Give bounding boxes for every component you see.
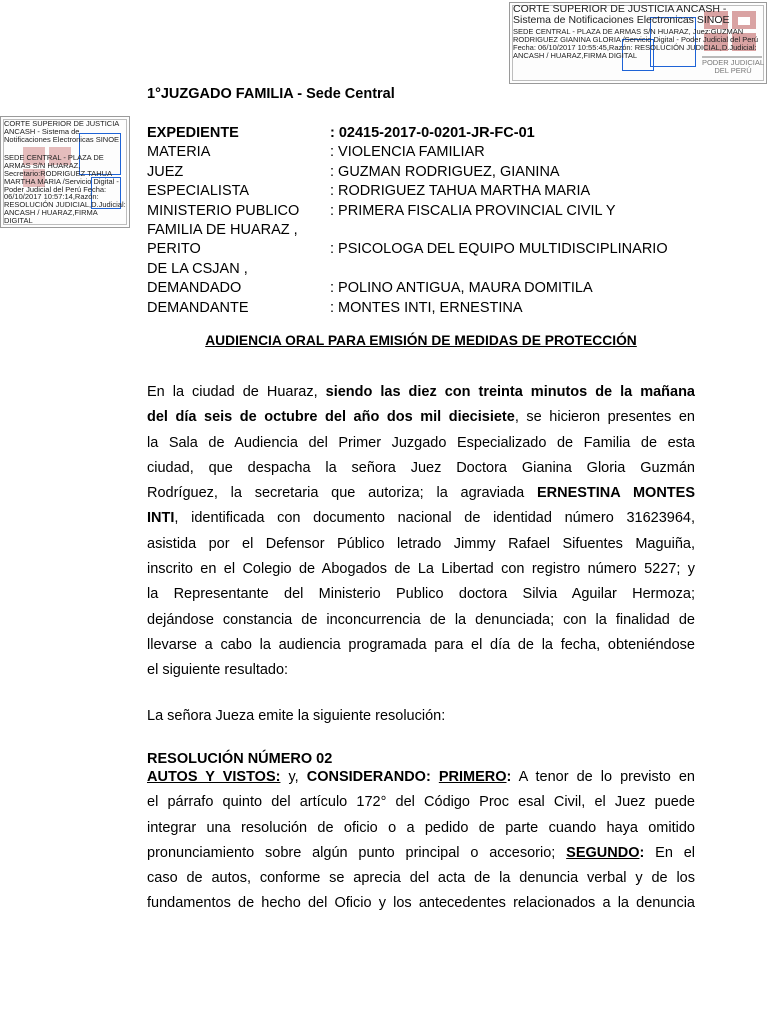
stamp-details: SEDE CENTRAL - PLAZA DE ARMAS S/N HUARAZ, Juez:GUZMAN RODRIGUEZ GIANINA GLORIA /Servicio Digital - Poder Judicial del Perú Fecha: 06/10/2017 10:55:45,Razón: RESOLUCIÓN JUDICIAL,D.Judicial: ANCASH / HUARAZ,FIRMA DIGITAL	[513, 27, 759, 60]
hearing-paragraph	[147, 380, 695, 684]
detail-label: MINISTERIO PUBLICO	[147, 202, 300, 219]
paragraph-line: asistida por el Defensor Público letrado Jimmy Rafael Sifuentes Maguiña,	[147, 535, 695, 552]
resolution-title: RESOLUCIÓN NÚMERO 02	[147, 751, 333, 767]
paragraph-line: ciudad, que despacha la señora Juez Doctora Gianina Gloria Guzmán	[147, 459, 695, 476]
text-run: y,	[280, 769, 307, 785]
paragraph-line: llevarse a cabo la audiencia programada para el día de la fecha, obteniéndose	[147, 636, 695, 653]
court-heading: 1°JUZGADO FAMILIA - Sede Central	[147, 86, 395, 102]
detail-row	[147, 143, 668, 162]
case-details	[147, 124, 668, 318]
stamp-title: CORTE SUPERIOR DE JUSTICIA ANCASH - Sistema de Notificaciones Electronicas SINOE	[4, 119, 120, 144]
text-run: :	[506, 769, 512, 785]
paragraph-line	[147, 506, 695, 531]
text-run: , identificada con documento nacional de identidad número 31623964,	[174, 510, 695, 527]
detail-row	[147, 299, 668, 318]
paragraph-line: el párrafo quinto del artículo 172° del Código Proc esal Civil, el Juez puede	[147, 794, 695, 811]
text-run: :	[639, 844, 645, 861]
detail-label: MATERIA	[147, 144, 211, 161]
detail-row	[147, 240, 668, 259]
detail-label: DEMANDADO	[147, 280, 242, 297]
paragraph-line	[147, 405, 695, 430]
detail-row	[147, 163, 668, 182]
detail-value: : GUZMAN RODRIGUEZ, GIANINA	[330, 163, 560, 180]
resolution-paragraph	[147, 765, 695, 917]
paragraph-line: la Sala de Audiencia del Primer Juzgado Especializado de Familia de esta	[147, 434, 695, 451]
stamp-details: SEDE CENTRAL - PLAZA DE ARMAS S/N HUARAZ, Secretario:RODRIGUEZ TAHUA MARTHA MARIA /Servicio Digital - Poder Judicial del Perú Fecha: 06/10/2017 10:57:14,Razón: RESOLUCIÓN JUDICIAL,D.Judicial: ANCASH / HUARAZ,FIRMA DIGITAL	[4, 153, 126, 225]
detail-value: : MONTES INTI, ERNESTINA	[330, 299, 523, 316]
paragraph-line: la Representante del Ministerio Publico doctora Silvia Aguilar Hermoza;	[147, 586, 695, 603]
detail-value: : PSICOLOGA DEL EQUIPO MULTIDISCIPLINARIO	[330, 241, 668, 258]
detail-label: EXPEDIENTE	[147, 125, 239, 141]
detail-label: JUEZ	[147, 163, 184, 180]
detail-value: : POLINO ANTIGUA, MAURA DOMITILA	[330, 280, 593, 297]
text-run: , se hicieron presentes en	[514, 409, 695, 426]
detail-label: ESPECIALISTA	[147, 183, 250, 200]
detail-label: PERITO	[147, 241, 201, 258]
detail-label: DEMANDANTE	[147, 299, 249, 316]
bold-text: INTI	[147, 510, 175, 527]
digital-signature-stamp-secretary	[0, 116, 130, 228]
detail-value: : 02415-2017-0-0201-JR-FC-01	[330, 125, 535, 141]
text-run: pronunciamiento sobre algún punto principal o accesorio;	[147, 844, 556, 861]
bold-underlined-text: PRIMERO	[438, 769, 507, 785]
paragraph-line: integrar una resolución de oficio o a pedido de parte cuando haya omitido	[147, 819, 695, 836]
bold-underlined-text: AUTOS Y VISTOS:	[147, 769, 281, 785]
detail-value: : PRIMERA FISCALIA PROVINCIAL CIVIL Y	[330, 202, 616, 219]
paragraph-line: fundamentos de hecho del Oficio y los antecedentes relacionados a la denuncia	[147, 895, 695, 912]
detail-row	[147, 202, 668, 221]
detail-row	[147, 182, 668, 201]
detail-row	[147, 124, 668, 143]
text-run: A tenor de lo previsto en	[511, 769, 695, 785]
detail-row	[147, 221, 668, 240]
bold-text: ERNESTINA MONTES	[536, 485, 696, 502]
resolution-intro: La señora Jueza emite la siguiente resolución:	[147, 708, 446, 724]
stamp-logo-caption: PODER JUDICIAL DEL PERÚ	[701, 58, 765, 75]
detail-value: : RODRIGUEZ TAHUA MARTHA MARIA	[330, 183, 591, 200]
text-run: En el	[644, 844, 695, 861]
paragraph-line	[147, 765, 695, 790]
detail-label: DE LA CSJAN ,	[147, 260, 248, 277]
detail-label: FAMILIA DE HUARAZ ,	[147, 221, 298, 238]
paragraph-line	[147, 380, 695, 405]
paragraph-line: dejándose constancia de inconcurrencia de la denunciada; con la finalidad de	[147, 611, 695, 628]
paragraph-line	[147, 841, 695, 866]
paragraph-line	[147, 481, 695, 506]
bold-text: CONSIDERANDO:	[306, 769, 431, 785]
stamp-title: CORTE SUPERIOR DE JUSTICIA ANCASH - Sistema de Notificaciones Electronicas SINOE	[513, 3, 730, 27]
detail-row	[147, 279, 668, 298]
paragraph-line: caso de autos, conforme se aprecia del acta de la denuncia verbal y de los	[147, 870, 695, 887]
detail-value: : VIOLENCIA FAMILIAR	[330, 144, 485, 161]
bold-text: del día seis de octubre del año dos mil diecisiete	[147, 409, 515, 426]
bold-underlined-text: SEGUNDO	[566, 844, 640, 861]
paragraph-line: inscrito en el Colegio de Abogados de La Libertad con registro número 5227; y	[147, 561, 695, 578]
digital-signature-stamp-judge	[509, 2, 767, 84]
hearing-title: AUDIENCIA ORAL PARA EMISIÓN DE MEDIDAS DE PROTECCIÓN	[205, 333, 637, 348]
detail-row	[147, 260, 668, 279]
paragraph-line: el siguiente resultado:	[147, 662, 289, 679]
bold-text: siendo las diez con treinta minutos de la mañana	[325, 384, 695, 400]
text-run: En la ciudad de Huaraz,	[147, 384, 318, 400]
text-run: Rodríguez, la secretaria que autoriza; la agraviada	[147, 485, 525, 502]
